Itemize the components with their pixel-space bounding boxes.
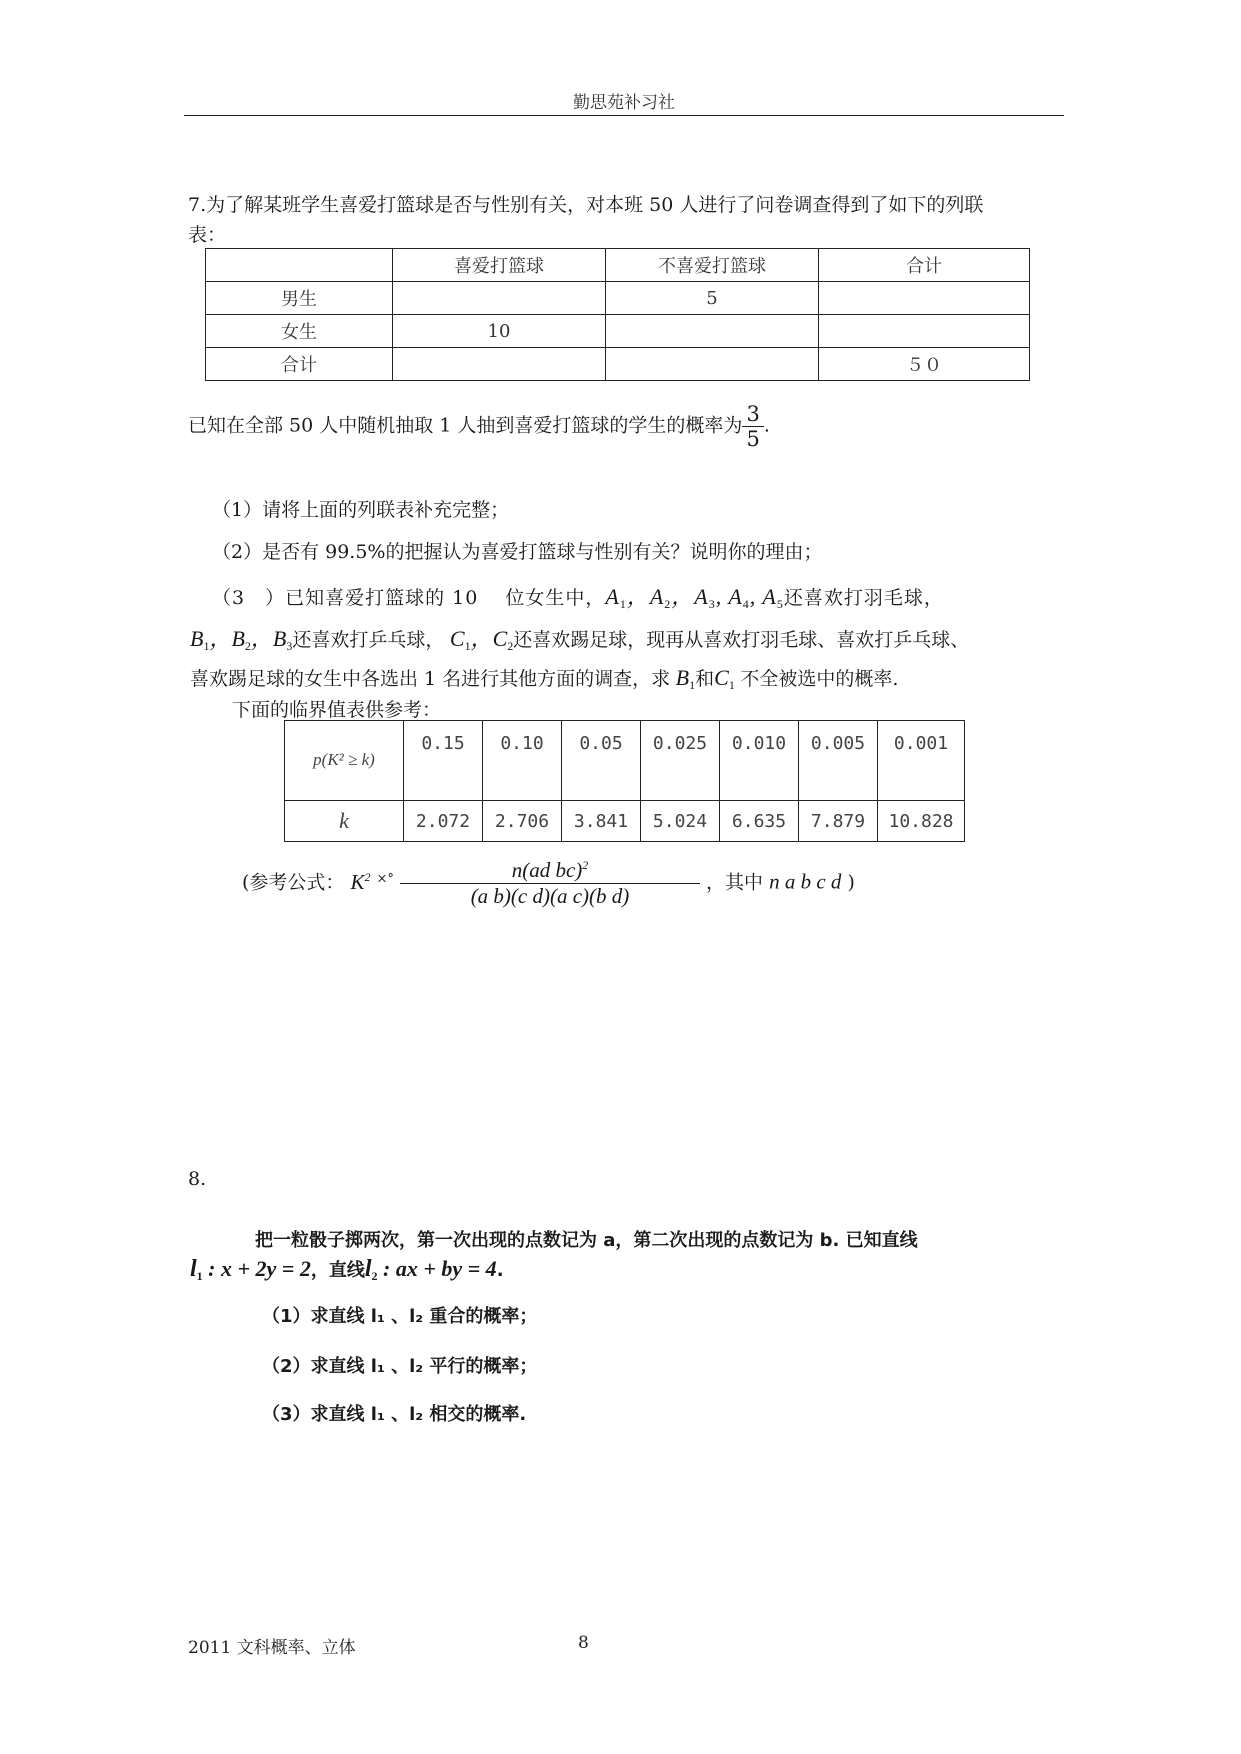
- table-header: 合计: [819, 249, 1030, 282]
- part3-line1-text: （3 ）已知喜爱打篮球的 10 位女生中，: [212, 587, 606, 609]
- contingency-table: [205, 248, 1030, 381]
- reference-formula: [242, 858, 855, 909]
- q8-part3: （3）求直线 l₁ 、l₂ 相交的概率.: [262, 1404, 527, 1425]
- q7-part3-line3: [190, 664, 898, 693]
- math-eq1: : x + 2y = 2: [202, 1256, 311, 1281]
- q8-part2: （2）求直线 l₁ 、l₂ 平行的概率；: [262, 1356, 538, 1377]
- part3-line2-mid2: 还喜欢踢足球，现再从喜欢打羽毛球、喜欢打乒乓球、: [513, 629, 970, 651]
- q8-line1: 把一粒骰子掷两次，第一次出现的点数记为 a，第二次出现的点数记为 b. 已知直线: [255, 1230, 918, 1251]
- q8-number: 8.: [188, 1168, 207, 1190]
- table-cell: 2.706: [483, 801, 562, 842]
- fraction-numerator: 3: [742, 402, 763, 427]
- math-b-list: $B_1$，$B_2$，$B_3$: [190, 626, 293, 653]
- fraction-denominator: 5: [746, 427, 760, 451]
- math-eq2: : ax + by = 4: [377, 1256, 497, 1281]
- table-cell: 0.001: [878, 721, 965, 801]
- p-label: p(K² ≥ k): [285, 721, 404, 801]
- critical-table-intro: 下面的临界值表供参考：: [232, 699, 442, 721]
- table-cell: 0.10: [483, 721, 562, 801]
- table-cell: [393, 282, 606, 315]
- q7-part1: （1）请将上面的列联表补充完整；: [212, 499, 510, 521]
- q8-part1: （1）求直线 l₁ 、l₂ 重合的概率；: [262, 1306, 538, 1327]
- footer-left: 2011 文科概率、立体: [188, 1638, 356, 1658]
- given-prefix: 已知在全部 50 人中随机抽取 1 人抽到喜爱打篮球的学生的概率为: [188, 414, 743, 437]
- formula-lhs: $K^2$: [350, 869, 371, 894]
- table-cell: 0.05: [562, 721, 641, 801]
- q7-part3-line2: [190, 622, 969, 654]
- table-cell: 10: [393, 315, 606, 348]
- probability-fraction: [742, 402, 763, 451]
- math-c-list: $C_1$，$C_2$: [444, 626, 514, 653]
- table-cell: 5.024: [641, 801, 720, 842]
- formula-mid: ，其中: [706, 871, 764, 894]
- table-cell: 合计: [206, 348, 393, 381]
- table-cell: ５０: [819, 348, 1030, 381]
- math-b1: $B_1$: [670, 665, 696, 692]
- k-label: k: [285, 801, 404, 842]
- table-cell: [206, 249, 393, 282]
- table-row: [206, 249, 1030, 282]
- critical-value-table: [284, 720, 965, 842]
- table-cell: 6.635: [720, 801, 799, 842]
- formula-numerator: n(ad bc)$^2$: [400, 858, 700, 884]
- part3-line3-tail: 不全被选中的概率.: [740, 668, 899, 690]
- page-header-title: 勤思苑补习社: [573, 93, 675, 113]
- table-cell: 7.879: [799, 801, 878, 842]
- math-l1: $l_1$: [190, 1256, 203, 1283]
- table-row: [206, 315, 1030, 348]
- q7-part2: （2）是否有 99.5%的把握认为喜爱打篮球与性别有关？说明你的理由；: [212, 541, 823, 563]
- table-cell: 女生: [206, 315, 393, 348]
- table-cell: [819, 315, 1030, 348]
- formula-suffix: ): [847, 871, 855, 894]
- table-row: [206, 348, 1030, 381]
- table-cell: 0.005: [799, 721, 878, 801]
- table-cell: [819, 282, 1030, 315]
- part3-line1-tail: 还喜欢打羽毛球，: [783, 587, 944, 609]
- math-a-list: $A_1$，$A_2$，$A_3$, $A_4$, $A_5$: [605, 584, 784, 611]
- math-c1: $C_1$: [714, 665, 735, 692]
- table-cell: [393, 348, 606, 381]
- math-l2: $l_2$: [364, 1256, 378, 1283]
- table-row: [285, 801, 965, 842]
- table-cell: 0.025: [641, 721, 720, 801]
- part3-line2-mid1: 还喜欢打乒乓球，: [292, 629, 445, 651]
- formula-rhs: n a b c d: [769, 869, 842, 894]
- formula-denominator: (a b)(c d)(a c)(b d): [470, 884, 630, 908]
- table-cell: 男生: [206, 282, 393, 315]
- table-cell: 3.841: [562, 801, 641, 842]
- q7-intro-line1: 7.为了解某班学生喜爱打篮球是否与性别有关，对本班 50 人进行了问卷调查得到了如下的列联: [188, 194, 984, 216]
- q7-intro-line2: 表：: [188, 224, 227, 246]
- table-row: [285, 721, 965, 801]
- formula-fraction: [400, 858, 700, 909]
- table-header: 不喜爱打篮球: [606, 249, 819, 282]
- q8-line2-mid: ，直线: [310, 1260, 365, 1281]
- table-cell: 5: [606, 282, 819, 315]
- table-row: [206, 282, 1030, 315]
- header-rule: [184, 115, 1064, 116]
- q7-part3-line1: [212, 580, 944, 612]
- table-cell: 10.828: [878, 801, 965, 842]
- part3-line3-and: 和: [695, 668, 715, 690]
- part3-line3-pre: 喜欢踢足球的女生中各选出 1 名进行其他方面的调查，求: [190, 668, 671, 690]
- table-cell: [606, 315, 819, 348]
- q8-line2-end: .: [496, 1260, 504, 1281]
- given-suffix: .: [763, 414, 770, 437]
- q7-given: [188, 402, 770, 451]
- table-header: 喜爱打篮球: [393, 249, 606, 282]
- q8-line2: [190, 1256, 504, 1284]
- table-cell: 0.15: [404, 721, 483, 801]
- table-cell: 2.072: [404, 801, 483, 842]
- formula-prefix: (参考公式：: [242, 871, 345, 894]
- page-number: 8: [578, 1633, 589, 1653]
- table-cell: [606, 348, 819, 381]
- equals-glyph: ×°: [376, 871, 394, 887]
- table-cell: 0.010: [720, 721, 799, 801]
